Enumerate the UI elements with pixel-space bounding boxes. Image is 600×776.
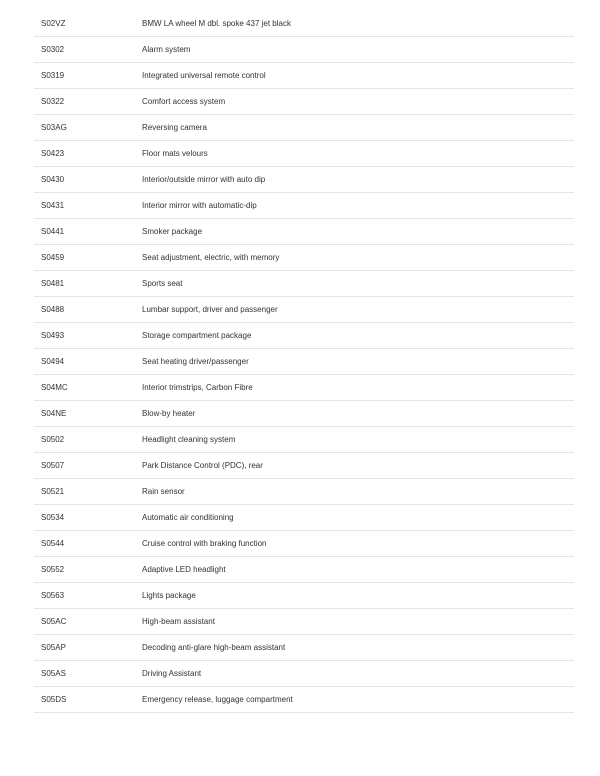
option-code: S0423 xyxy=(41,149,65,158)
option-description: Rain sensor xyxy=(142,487,185,496)
option-code: S0481 xyxy=(41,279,65,288)
table-row xyxy=(34,583,574,609)
table-row xyxy=(34,661,574,687)
option-code: S0493 xyxy=(41,331,65,340)
table-row xyxy=(34,37,574,63)
table-row xyxy=(34,297,574,323)
option-description: Adaptive LED headlight xyxy=(142,565,226,574)
option-description: Lights package xyxy=(142,591,196,600)
table-row xyxy=(34,635,574,661)
table-row xyxy=(34,401,574,427)
option-code: S0319 xyxy=(41,71,65,80)
table-row xyxy=(34,557,574,583)
option-description: Decoding anti-glare high-beam assistant xyxy=(142,643,286,652)
table-row xyxy=(34,271,574,297)
table-row xyxy=(34,323,574,349)
option-code: S02VZ xyxy=(41,19,66,28)
table-row xyxy=(34,375,574,401)
option-description: Storage compartment package xyxy=(142,331,252,340)
table-row xyxy=(34,349,574,375)
option-code: S03AG xyxy=(41,123,67,132)
option-code: S0322 xyxy=(41,97,65,106)
table-row xyxy=(34,89,574,115)
table-row xyxy=(34,609,574,635)
option-code: S04MC xyxy=(41,383,68,392)
option-code: S05AP xyxy=(41,643,66,652)
option-code: S0507 xyxy=(41,461,65,470)
option-description: Interior mirror with automatic-dip xyxy=(142,201,257,210)
option-description: Integrated universal remote control xyxy=(142,71,266,80)
option-description: Interior trimstrips, Carbon Fibre xyxy=(142,383,253,392)
option-description: Seat adjustment, electric, with memory xyxy=(142,253,280,262)
option-description: Emergency release, luggage compartment xyxy=(142,695,293,704)
table-row xyxy=(34,427,574,453)
table-row xyxy=(34,687,574,713)
table-row xyxy=(34,141,574,167)
table-row xyxy=(34,63,574,89)
option-code: S0521 xyxy=(41,487,65,496)
option-description: Park Distance Control (PDC), rear xyxy=(142,461,263,470)
option-description: Alarm system xyxy=(142,45,191,54)
option-code: S0459 xyxy=(41,253,65,262)
option-description: BMW LA wheel M dbl. spoke 437 jet black xyxy=(142,19,291,28)
option-description: Seat heating driver/passenger xyxy=(142,357,249,366)
option-code: S05AC xyxy=(41,617,67,626)
option-code: S0534 xyxy=(41,513,65,522)
option-code: S0494 xyxy=(41,357,65,366)
table-row xyxy=(34,505,574,531)
table-row xyxy=(34,193,574,219)
option-code: S05DS xyxy=(41,695,67,704)
table-row xyxy=(34,453,574,479)
table-row xyxy=(34,115,574,141)
option-code: S0544 xyxy=(41,539,65,548)
option-code: S0302 xyxy=(41,45,65,54)
option-code: S0488 xyxy=(41,305,65,314)
table-row xyxy=(34,219,574,245)
option-description: High-beam assistant xyxy=(142,617,215,626)
table-row xyxy=(34,531,574,557)
option-code: S0430 xyxy=(41,175,65,184)
option-description: Driving Assistant xyxy=(142,669,202,678)
table-row xyxy=(34,245,574,271)
option-description: Automatic air conditioning xyxy=(142,513,234,522)
option-code: S0563 xyxy=(41,591,65,600)
option-description: Headlight cleaning system xyxy=(142,435,236,444)
table-row xyxy=(34,11,574,37)
option-description: Comfort access system xyxy=(142,97,226,106)
option-description: Floor mats velours xyxy=(142,149,208,158)
option-code: S0552 xyxy=(41,565,65,574)
option-description: Smoker package xyxy=(142,227,203,236)
option-description: Blow-by heater xyxy=(142,409,196,418)
option-description: Sports seat xyxy=(142,279,183,288)
option-code: S04NE xyxy=(41,409,67,418)
option-description: Reversing camera xyxy=(142,123,207,132)
option-description: Cruise control with braking function xyxy=(142,539,267,548)
table-row xyxy=(34,167,574,193)
option-code: S0502 xyxy=(41,435,65,444)
option-description: Lumbar support, driver and passenger xyxy=(142,305,278,314)
option-code: S0441 xyxy=(41,227,65,236)
option-code: S05AS xyxy=(41,669,66,678)
option-code: S0431 xyxy=(41,201,65,210)
option-description: Interior/outside mirror with auto dip xyxy=(142,175,266,184)
options-table xyxy=(34,11,574,713)
table-row xyxy=(34,479,574,505)
